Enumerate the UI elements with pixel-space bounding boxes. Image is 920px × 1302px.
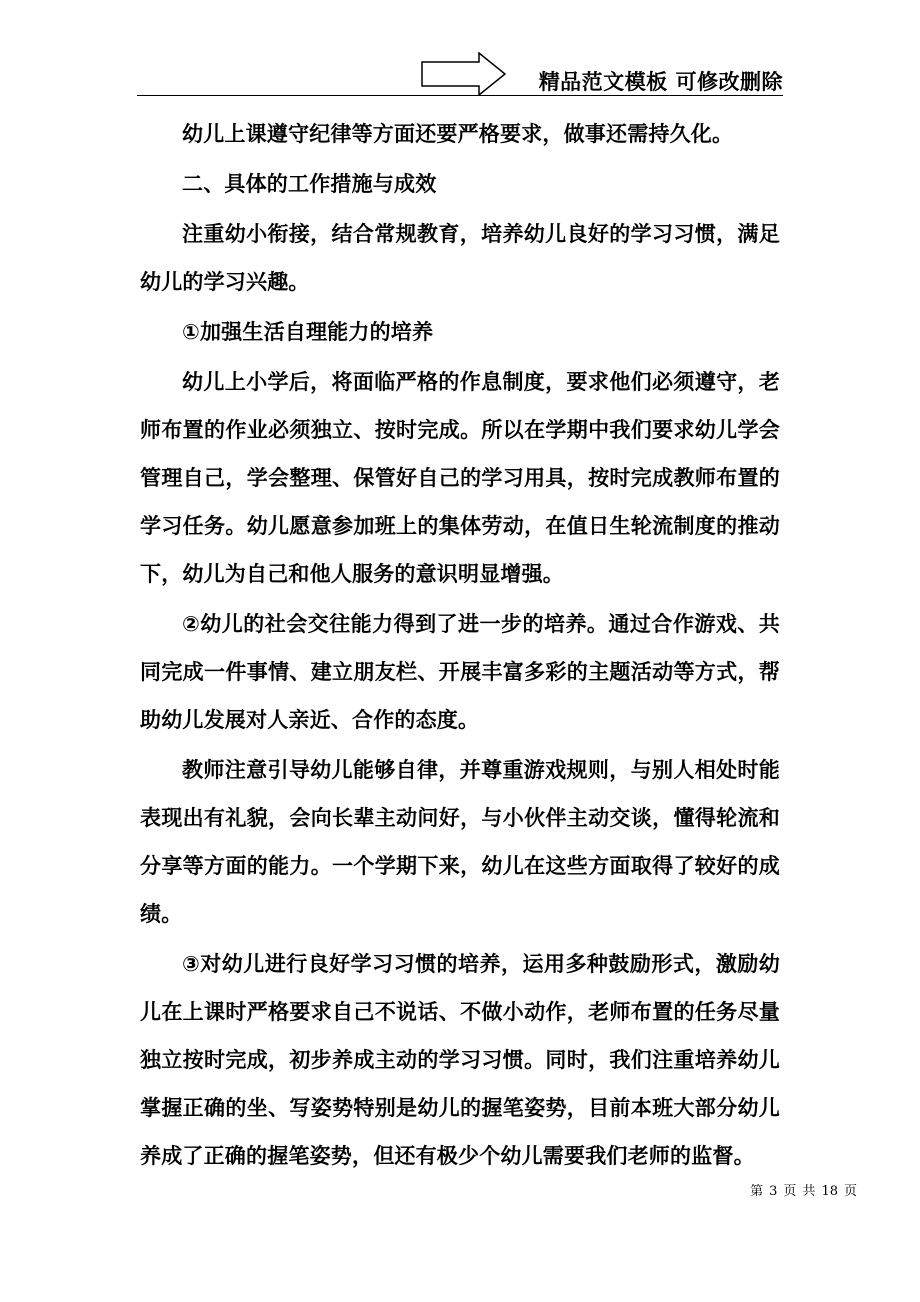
paragraph: 幼儿上小学后，将面临严格的作息制度，要求他们必须遵守，老师布置的作业必须独立、按时完成。所以在学期中我们要求幼儿学会管理自己，学会整理、保管好自己的学习用具，按时完成教师布置的学习任务。幼儿愿意参加班上的集体劳动，在值日生轮流制度的推动下，幼儿为自己和他人服务的意识明显增强。 [140,370,780,586]
page-prefix: 第 [750,1184,764,1199]
page-header [137,50,783,100]
document-body [140,110,780,1182]
total-suffix: 页 [843,1184,857,1199]
paragraph: 注重幼小衔接，结合常规教育，培养幼儿良好的学习习惯，满足幼儿的学习兴趣。 [140,222,780,294]
section-heading: 二、具体的工作措施与成效 [182,172,437,196]
paragraph: 教师注意引导幼儿能够自律，并尊重游戏规则，与别人相处时能表现出有礼貌，会向长辈主动问好，与小伙伴主动交谈，懂得轮流和分享等方面的能力。一个学期下来，幼儿在这些方面取得了较好的成绩。 [140,758,780,926]
current-page-number: 3 [769,1184,778,1199]
paragraph: ③对幼儿进行良好学习习惯的培养，运用多种鼓励形式，激励幼儿在上课时严格要求自己不说话、不做小动作，老师布置的任务尽量独立按时完成，初步养成主动的学习习惯。同时，我们注重培养幼儿掌握正确的坐、写姿势特别是幼儿的握笔姿势，目前本班大部分幼儿养成了正确的握笔姿势，但还有极少个幼儿需要我们老师的监督。 [140,952,780,1168]
header-title: 精品范文模板 可修改删除 [538,70,783,94]
page-number [747,1180,860,1199]
subsection-heading: ①加强生活自理能力的培养 [182,320,434,344]
paragraph: ②幼儿的社会交往能力得到了进一步的培养。通过合作游戏、共同完成一件事情、建立朋友栏、开展丰富多彩的主题活动等方式，帮助幼儿发展对人亲近、合作的态度。 [140,612,780,732]
paragraph: 幼儿上课遵守纪律等方面还要严格要求，做事还需持久化。 [182,122,734,146]
total-prefix: 共 [802,1184,816,1199]
header-divider [137,95,783,96]
total-pages-number: 18 [821,1184,838,1199]
page-word: 页 [783,1184,797,1199]
right-arrow-icon [421,52,507,96]
